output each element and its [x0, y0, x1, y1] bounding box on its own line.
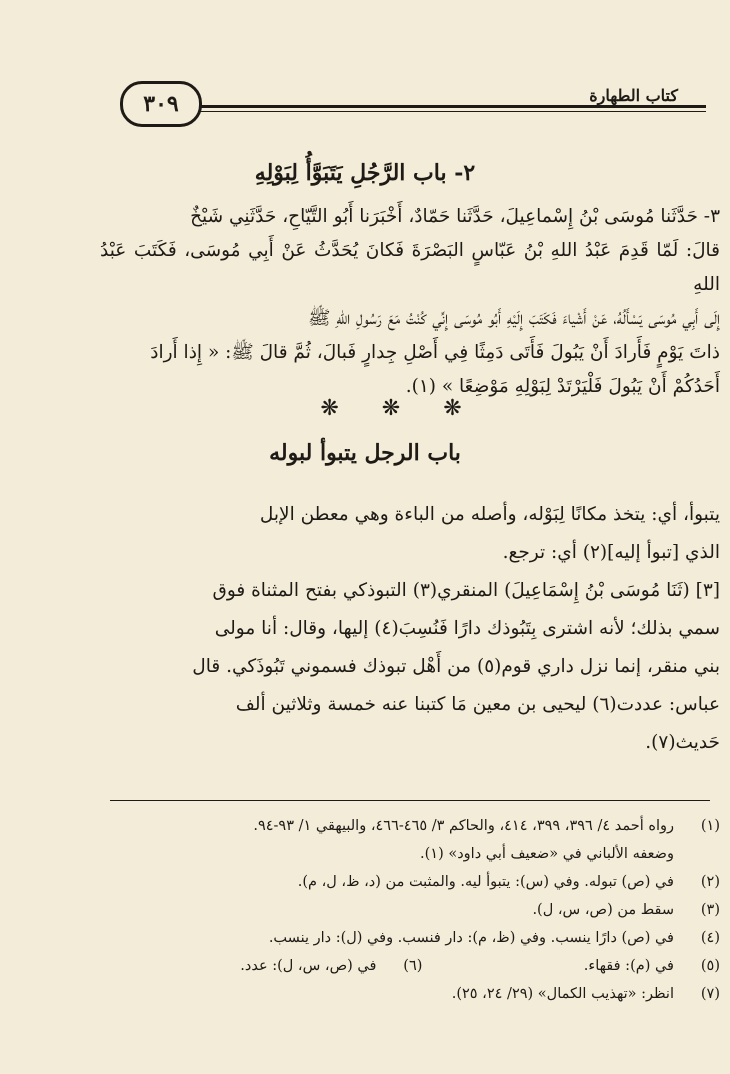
footnote-number: (٧) [700, 986, 720, 1002]
footnote-4 [100, 924, 720, 952]
footnote-text: سقط من (ص، س، ل). [532, 902, 674, 918]
footnotes [100, 812, 720, 1008]
commentary-line: بني منقر، إنما نزل داري قوم(٥) من أَهْل تبوذك فسموني تَبُوذَكي. قال [192, 656, 720, 677]
footnote-2 [100, 868, 720, 896]
footnote-number: (٣) [700, 902, 720, 918]
hadith-line: ذاتَ يَوْمٍ فَأَرادَ أَنْ يَبُولَ فَأَتَى دَمِثًا فِي أَصْلِ جِدارٍ فَبالَ، ثُمَّ قالَ ﷺ: « إِذا أَرادَ [150, 342, 720, 363]
chapter-heading: ٢- باب الرَّجُلِ يَتَبَوَّأُ لِبَوْلِهِ [254, 160, 476, 186]
header-rule-thin [160, 111, 706, 112]
hadith-text [100, 200, 720, 404]
commentary-line: سمي بذلك؛ لأنه اشترى بِتَبُوذك دارًا فَنُسِبَ(٤) إليها، وقال: أنا مولى [214, 618, 720, 639]
footnote-7 [100, 980, 720, 1008]
footnote-text: رواه أحمد ٤/ ٣٩٦، ٣٩٩، ٤١٤، والحاكم ٣/ ٤٦٥-٤٦٦، والبيهقي ١/ ٩٣-٩٤. [253, 818, 674, 834]
footnote-pair [100, 952, 720, 980]
hadith-line: قالَ: لَمّا قَدِمَ عَبْدُ اللهِ بْنُ عَبّاسٍ البَصْرَةَ فَكانَ يُحَدَّثُ عَنْ أَبِي مُوسَى، فَكَتَبَ عَبْدُ اللهِ [100, 240, 720, 295]
footnote-text: في (ص، س، ل): عدد. [240, 958, 377, 974]
running-header [100, 78, 706, 130]
footnote-rule [110, 800, 710, 801]
footnote-5 [422, 952, 720, 980]
book-title: كتاب الطهارة [581, 86, 686, 105]
commentary-line: [٣] (ثَنَا مُوسَى بْنُ إِسْمَاعِيلَ) المنقري(٣) التبوذكي بفتح المثناة فوق [212, 580, 720, 601]
hadith-line: إِلَى أَبِي مُوسَى يَسْأَلُهُ، عَنْ أَشْياءَ فَكَتَبَ إِلَيْهِ أَبُو مُوسَى إِنِّي كُنْتُ مَعَ رَسُولِ اللهِ ﷺ [308, 308, 720, 329]
footnote-3 [100, 896, 720, 924]
commentary-heading: باب الرجل يتبوأ لبوله [269, 440, 461, 466]
hadith-line: ٣- حَدَّثَنا مُوسَى بْنُ إِسْماعِيلَ، حَدَّثَنا حَمّادٌ، أَخْبَرَنا أَبُو التَّيّاحِ، حَدَّثَنِي شَيْخٌ [190, 206, 720, 227]
section-separator: ❋ ❋ ❋ [320, 396, 480, 421]
footnote-6 [125, 952, 423, 980]
commentary-text [100, 496, 720, 762]
footnote-text: انظر: «تهذيب الكمال» (٢٩/ ٢٤، ٢٥). [451, 986, 674, 1002]
footnote-number: (٤) [700, 930, 720, 946]
footnote-text: في (ص) تبوله. وفي (س): يتبوأ ليه. والمثبت من (د، ظ، ل، م). [297, 874, 674, 890]
footnote-number: (٢) [700, 874, 720, 890]
commentary-line: يتبوأ، أي: يتخذ مكانًا لِبَوْله، وأصله من الباءة وهي معطن الإبل [259, 504, 720, 525]
footnote-1 [100, 812, 720, 840]
footnote-text: في (ص) دارًا ينسب. وفي (ظ، م): دار فنسب. وفي (ل): دار ينسب. [268, 930, 674, 946]
page-number: ٣٠٩ [120, 81, 202, 127]
footnote-number: (٥) [700, 958, 720, 974]
commentary-line: الذي [تبوأ إليه](٢) أي: ترجع. [502, 542, 720, 563]
footnote-number: (٦) [403, 958, 423, 974]
hadith-line: أَحَدُكُمْ أَنْ يَبُولَ فَلْيَرْتَدْ لِبَوْلِهِ مَوْضِعًا » (١). [405, 376, 720, 397]
header-rule [160, 105, 706, 108]
commentary-line: حَديث(٧). [645, 732, 720, 753]
commentary-line: عباس: عددت(٦) ليحيى بن معين مَا كتبنا عنه خمسة وثلاثين ألف [235, 694, 720, 715]
footnote-text: في (م): فقهاء. [583, 958, 674, 974]
footnote-number: (١) [700, 818, 720, 834]
footnote-1-continuation: وضعفه الألباني في «ضعيف أبي داود» (١). [420, 846, 674, 862]
